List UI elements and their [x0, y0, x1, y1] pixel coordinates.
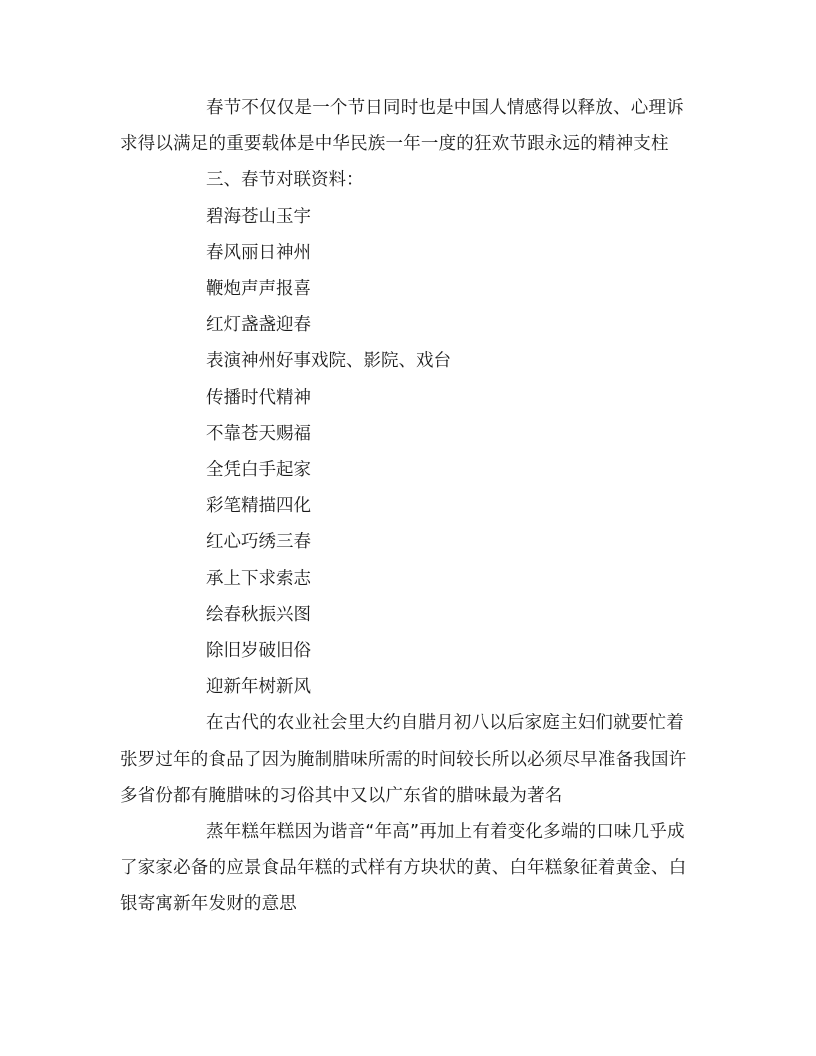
- couplet-line: 春风丽日神州: [206, 242, 311, 263]
- couplet-line: 全凭白手起家: [206, 460, 311, 481]
- paragraph-preserved-meat: 在古代的农业社会里大约自腊月初八以后家庭主妇们就要忙着张罗过年的食品了因为腌制腊味所需的时间较长所以必须尽早准备我国许多省份都有腌腊味的习俗其中又以广东省的腊味最为著名: [120, 713, 687, 806]
- couplet-line: 鞭炮声声报喜: [206, 279, 311, 300]
- paragraph-spring-festival-meaning: 春节不仅仅是一个节日同时也是中国人情感得以释放、心理诉求得以满足的重要载体是中华民族一年一度的狂欢节跟永远的精神支柱: [120, 98, 684, 155]
- couplet-line: 红心巧绣三春: [206, 532, 311, 553]
- couplet-line: 表演神州好事戏院、影院、戏台: [206, 351, 451, 372]
- paragraph-new-year-cake: 蒸年糕年糕因为谐音“年高”再加上有着变化多端的口味几乎成了家家必备的应景食品年糕的式样有方块状的黄、白年糕象征着黄金、白银寄寓新年发财的意思: [120, 822, 687, 915]
- couplet-line: 不靠苍天赐福: [206, 423, 311, 444]
- couplet-line: 传播时代精神: [206, 387, 311, 408]
- couplet-line: 碧海苍山玉宇: [206, 206, 311, 227]
- couplet-line: 除旧岁破旧俗: [206, 641, 311, 662]
- couplet-list: [120, 199, 696, 706]
- couplet-line: 绘春秋振兴图: [206, 604, 311, 625]
- couplet-line: 彩笔精描四化: [206, 496, 311, 517]
- couplet-line: 红灯盏盏迎春: [206, 315, 311, 336]
- couplet-line: 迎新年树新风: [206, 677, 311, 698]
- document-body: [120, 90, 696, 923]
- couplet-line: 承上下求索志: [206, 568, 311, 589]
- section-heading-couplets: 三、春节对联资料：: [206, 170, 364, 191]
